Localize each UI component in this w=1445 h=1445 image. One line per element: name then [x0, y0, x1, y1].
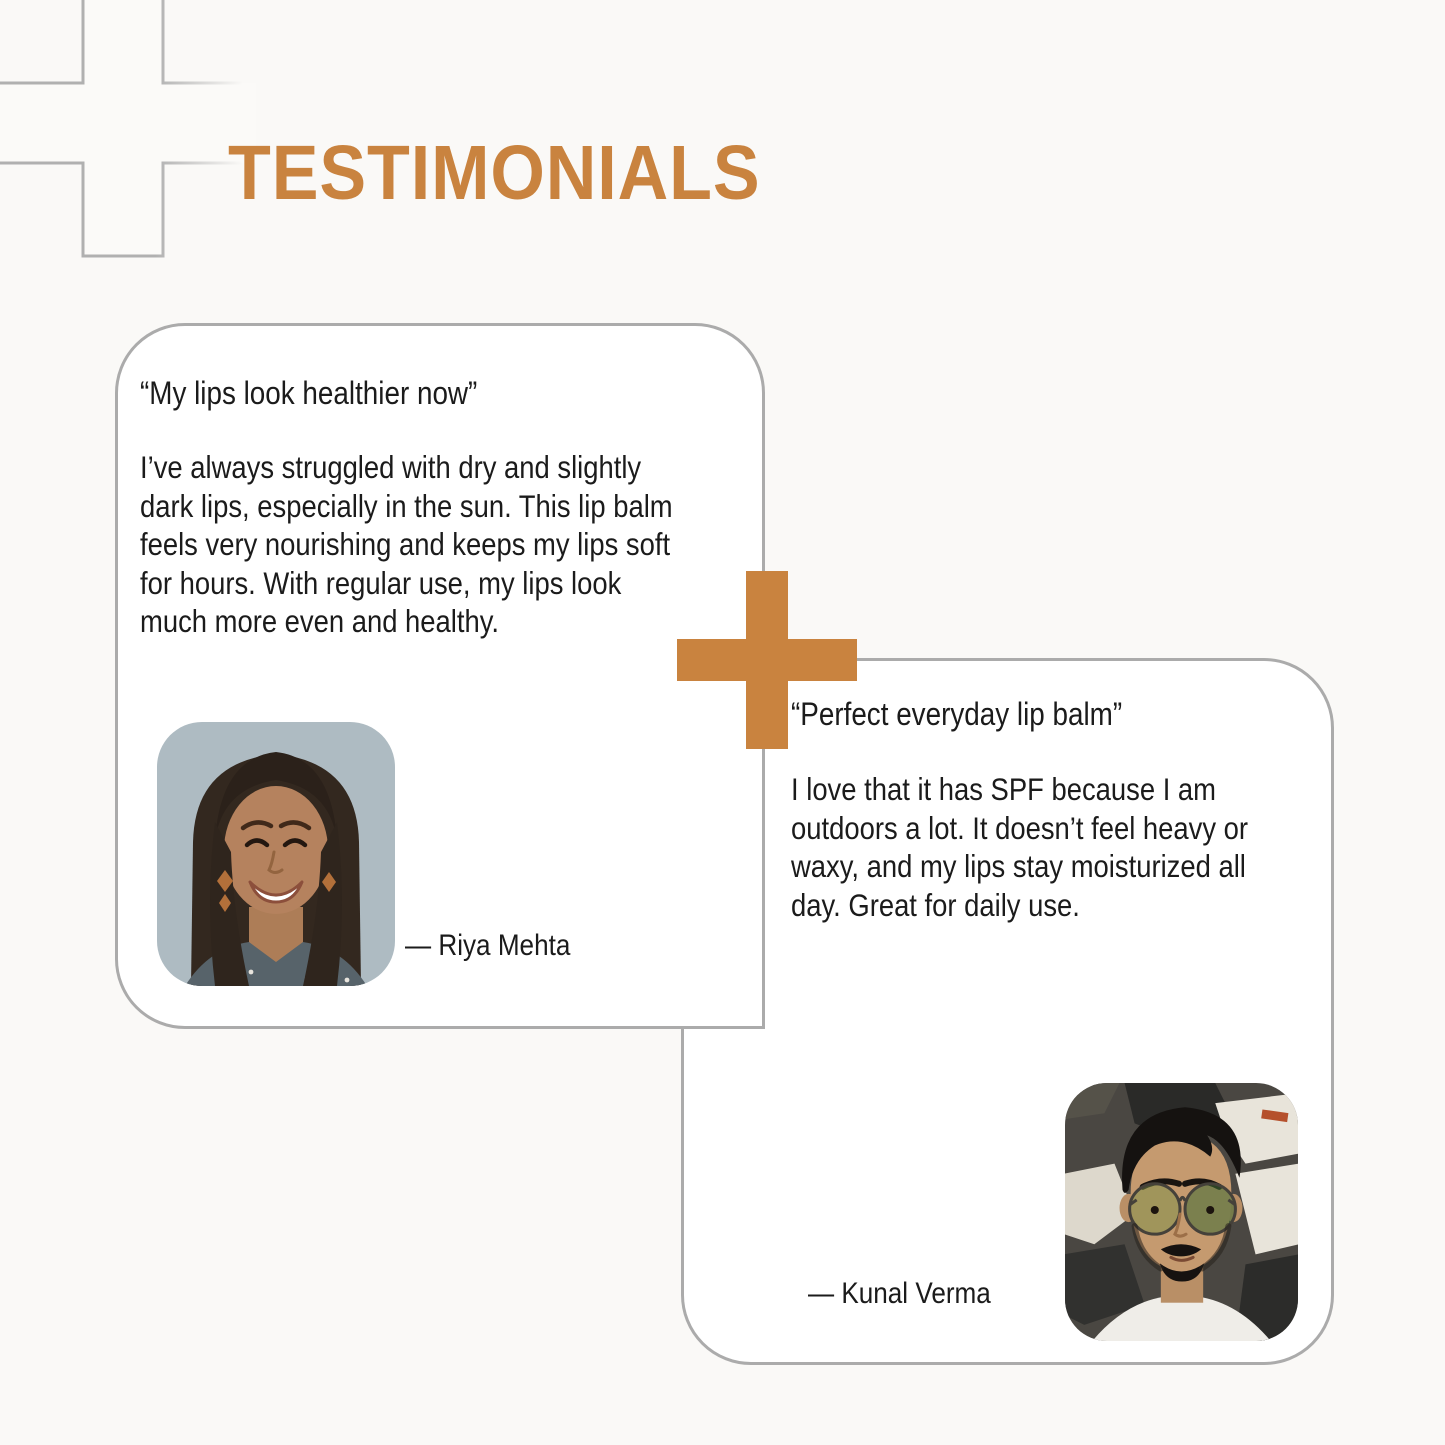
- body-line: feels very nourishing and keeps my lips soft: [140, 526, 671, 562]
- body-line: outdoors a lot. It doesn’t feel heavy or: [791, 809, 1249, 846]
- body-line: waxy, and my lips stay moisturized all: [791, 848, 1246, 884]
- riya-portrait-illustration: [157, 722, 395, 986]
- body-line: much more even and healthy.: [140, 603, 500, 639]
- kunal-verma-photo: [1065, 1083, 1298, 1341]
- body-line: I’ve always struggled with dry and slightly: [140, 449, 642, 485]
- plus-solid-icon: [677, 571, 857, 749]
- kunal-portrait-illustration: [1065, 1083, 1298, 1341]
- body-line: I love that it has SPF because I am: [791, 771, 1216, 807]
- attribution-riya: — Riya Mehta: [405, 929, 571, 962]
- testimonial-body-riya: [140, 448, 673, 641]
- riya-mehta-photo: [157, 722, 395, 986]
- attribution-kunal: — Kunal Verma: [808, 1277, 991, 1310]
- body-line: dark lips, especially in the sun. This lip balm: [140, 487, 673, 524]
- testimonial-quote-riya: “My lips look healthier now”: [140, 375, 478, 411]
- body-line: for hours. With regular use, my lips look: [140, 564, 622, 601]
- page-title: TESTIMONIALS: [228, 129, 761, 216]
- plus-outline-icon: [0, 0, 256, 256]
- body-line: day. Great for daily use.: [791, 886, 1080, 923]
- testimonial-quote-kunal: “Perfect everyday lip balm”: [791, 696, 1123, 732]
- testimonial-body-kunal: [791, 770, 1248, 924]
